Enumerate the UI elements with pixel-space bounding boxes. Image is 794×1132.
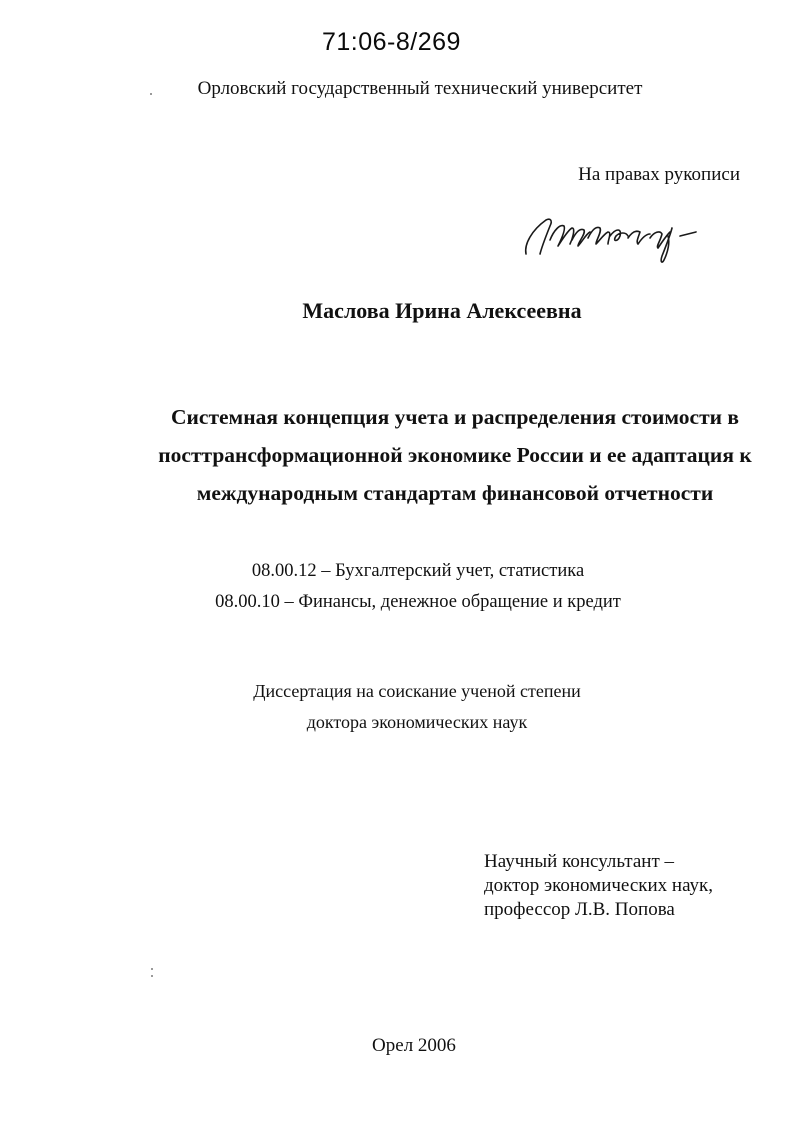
title-line: посттрансформационной экономике России и ее адаптация к	[158, 443, 752, 467]
title-line: Системная концепция учета и распределения стоимости в	[170, 405, 740, 429]
consultant-line: доктор экономических наук,	[484, 875, 714, 896]
consultant-line: профессор Л.В. Попова	[484, 899, 675, 920]
scan-speck	[151, 968, 153, 970]
place-and-year: Орел 2006	[372, 1035, 456, 1056]
title-line: международным стандартам финансовой отчетности	[196, 481, 714, 505]
consultant-line: Научный консультант –	[484, 851, 674, 872]
scan-speck	[150, 93, 152, 95]
degree-line: доктора экономических наук	[306, 712, 528, 732]
catalog-number: 71:06-8/269	[322, 28, 461, 56]
handwritten-signature	[520, 206, 710, 268]
dissertation-title	[60, 398, 794, 512]
degree-line: Диссертация на соискание ученой степени	[253, 681, 581, 701]
specialty-line: 08.00.12 – Бухгалтерский учет, статистика	[251, 561, 585, 581]
university-name: Орловский государственный технический университет	[197, 78, 643, 99]
scan-speck	[151, 975, 153, 977]
specialty-line: 08.00.10 – Финансы, денежное обращение и кредит	[215, 592, 621, 612]
manuscript-rights-note: На правах рукописи	[578, 164, 740, 185]
specialty-codes	[0, 556, 794, 618]
author-name: Маслова Ирина Алексеевна	[302, 298, 582, 323]
degree-statement	[0, 676, 794, 738]
scientific-consultant	[484, 850, 713, 922]
